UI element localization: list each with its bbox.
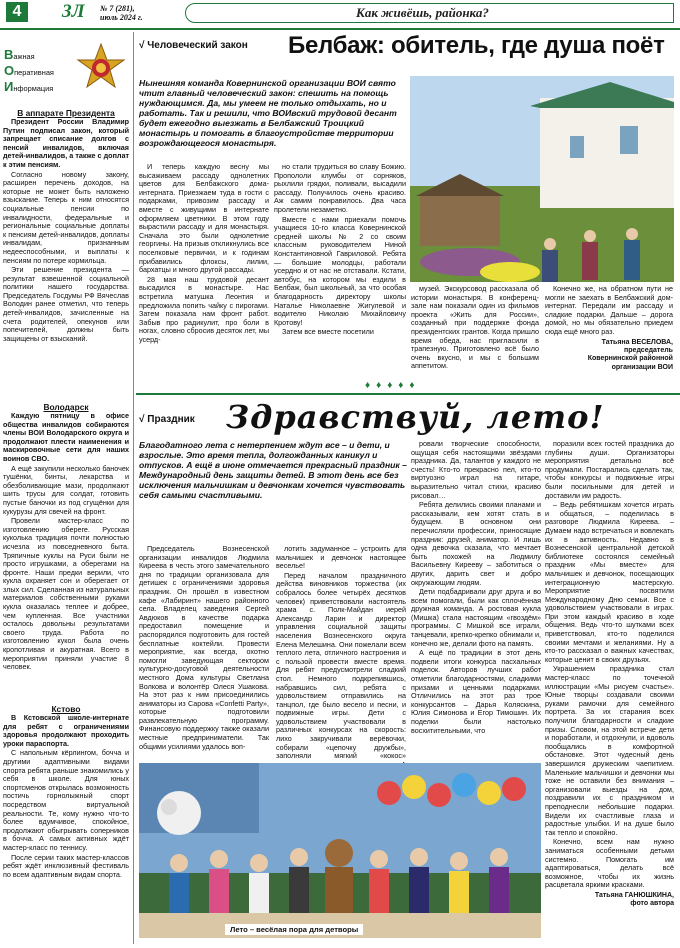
newspaper-logo: ЗЛ [62, 1, 85, 22]
section-title: В аппарате Президента [17, 108, 115, 118]
monastery-photo [410, 76, 674, 282]
children-party-photo-image [139, 763, 541, 938]
article1-headline: Белбаж: обитель, где душа поёт [288, 32, 665, 59]
article2-column-3: ровали творческие способности, ощущая себя настоящими звёздами праздника. Да, талантов у каждого не счесть! Кто-то прекрасно пел, кто-то виртуозно играл на гитаре, выразительно читал стихи, красиво рисовал… Ребята делились своими планами и рассказывали, кем хотят стать в будущем. В основном они перечисляли профессии, приносящие праздник: друзей, аниматор. И лишь одна девочка сказала, что мечтает быть похожей на Людмилу Васильевну Кирееву – заботиться о других, дарить свет и добро окружающим людям. Дети подбадривали друг друга и во всем помогали, были как сплочённая дружная команда. А ростовая кукла (Мишка) стала настоящим «гвоздём» программы. С Мишкой все играли, танцевали, крепко-крепко обнимали и, конечно же, делали фото на память. А ещё по традиции в этот день подвели итоги конкурса пасхальных поделок. Авторов лучших работ отметили благодарностями, сладкими призами и ценными подарками. Отличились на этот раз трое конкурсантов – Дарья Коляскина, Юлия Симонова и Егор Тимошин. Их поделки были настолько восхитительными, что [411, 439, 541, 735]
page-number: 4 [6, 2, 28, 22]
section-paragraph: Провели мастер-класс по изготовлению обереге. Русская куколька традиция почти полностью исчезла из повседневного быта. Тряпичные куклы на Руси были не просто игрушками, а оберегами на фронте. Наши предки верили, что кукла охраняет сон и оберегает от злых сил. Сделанная из натуральных материалов собственными руками кукла оказалась теплее и добрее, чем купленная. Все участники осталось довольны результатами своего труда. Работа по изготовлению кукол была очень кропотливая и акуратная. Всего в мероприятии приняли участие 8 человек. [3, 516, 129, 672]
voi-line: Информация [4, 79, 54, 94]
article1-rubric: √ Человеческий закон [139, 40, 248, 51]
children-party-photo [139, 763, 541, 938]
header-rule [0, 28, 680, 30]
section-title: Володарск [43, 402, 89, 412]
article1-column-2: но стали трудиться во славу Божию. Пропололи клумбы от сорняков, рыхлили грядки, поливали, высадили рассаду. Получилось очень красиво. Аж самим понравилось. Два часа пролетели незаметно. Вместе с нами приехали помочь учащиеся 10-го класса Ковернинской средней школы № 2 со своим классным руководителем Ниной Константиновной Гавриловой. Ребята — большие молодцы, работали усердно и от нас не отставали. Кстати, автобус, на котором мы ездили в Белбаж, был школьный, за что особая благодарность директору школы Наталье Николаевне Жигулевой и водителю Николаю Михайловичу Кротову! Затем все вместе посетили [274, 162, 406, 337]
article-separator [136, 393, 680, 395]
article1-signature: Татьяна ВЕСЕЛОВА, председатель Ковернинской районной организации ВОИ [587, 338, 673, 371]
sidebar-section-volodarsk [3, 402, 129, 673]
sidebar-section-president [3, 108, 129, 344]
section-lead: В Кстовской школе-интернате для ребят с ограничениями здоровья продолжают проходить уроки параспорта. [3, 713, 129, 748]
voi-emblem-icon [74, 42, 128, 96]
section-paragraph: После серии таких мастер-классов ребят ждёт инклюзивный фестиваль по всем адаптивным видам спорта. [3, 852, 129, 879]
article1-column-1: И теперь каждую весну мы высаживаем рассаду однолетних цветов для Белбажского дома-интерната. Приезжаем туда в гости с подарками, привозим рассаду и вместе с живущими в интернате оформляем цветники. В этом году вырастили рассаду и для монастыря. Сначала это были однолетние георгины. На призыв откликнулись все поселковые первички, и к годинам прибавились флоксы, лилии, бархатцы и много другой рассады. 28 мая наш трудовой десант высадился в монастыре. Нас встретила матушка Леонтия и предложила попить чайку с пирогами. Затем показала нам фронт работ. Забыв про радикулит, про боли в ногах, словно сбросив десяток лет, мы усерд- [139, 162, 269, 344]
section-paragraph: Согласно новому закону, расширен перечень доходов, на которые не может быть наложено взыскание. Теперь к ним относятся социальные пенсии по инвалидности, федеральные и региональные социальные доплаты к пенсиям детей-инвалидов, доплаты инвалидам, признанным недееспособными, и выплаты к пенсиям по потере кормильца. [3, 169, 129, 265]
section-divider-diamonds: ♦♦♦♦♦ [365, 380, 421, 391]
article1-lead: Нынешняя команда Ковернинской организации ВОИ свято чтит главный человеческий закон: спешить на помощь нуждающимся. Да, мы умеем не только отдыхать, но и работать. Так и решили, что ВОИвский трудовой десант будет ежегодно выезжать в Белбажский Троицкий монастырь и помогать в благоустройстве территории возрождающегося монастыря. [139, 78, 397, 148]
photo-caption: Лето – весёлая пора для детворы [225, 924, 363, 935]
article1-column-4: Конечно же, на обратном пути не могли не заехать в Белбажский дом-интернат. Передали им рассаду и сладкие подарки. Дальше – дорога домой, но мы обязательно приедем сюда ещё много раз. Татьяна ВЕСЕЛОВА, председатель Ковернинской районной организации ВОИ [545, 284, 673, 371]
section-paragraph: С напольным кёрлингом, бочча и другими адаптивными видами спорта ребята раньше знакомились у себя в школе. Для юных спортсменов открылась возможность постичь горнолыжный спорт посредством виртуальной реальности. Те, кому нужно что-то более вдумчивое, спокойное, продолжают обыгрывать соперников в бочча. А самых активных ждёт мастер-класс по теннису. [3, 748, 129, 852]
section-lead: Президент России Владимир Путин подписал закон, который запрещает списание долгов с пенсий инвалидов, включая детей-инвалидов, а также с доплат к этим пенсиям. [3, 117, 129, 169]
section-paragraph: А ещё закупили несколько баночек тушёнки, бинты, лекарства и обезболивающие мази, продолжают шить трусы для солдат, готовить пустые баночки из под сгущёнки для кукурузы для свечей на фронт. [3, 463, 129, 516]
voi-line: Важная [4, 47, 35, 62]
monastery-photo-image [410, 76, 674, 282]
article1-column-3: музей. Экскурсовод рассказала об истории монастыря. В конференц-зале нам показали один из фильмов проекта «Жить для России», созданный при поддержке фонда президентских грантов. Когда пришло время обеда, нас пригласили в трапезную. Приготовлено всё было очень вкусно, и мы с большим аппетитом. [411, 284, 539, 371]
article2-column-4: поразили всех гостей праздника до глубины души. Организаторы мероприятия детально всё продумали. Постарались сделать так, чтобы конкурсы и подвижные игры были посильными для детей и доставили им радость. – Ведь ребятишкам хочется играть и общаться, – поделилась в разговоре Людмила Киреева. – Думаем надо встречаться и вовлекать их в активность. Недавно в Вознесенской центральной детской библиотеке состоялся семейный праздник «Мы вместе» для мальчишек и девчонок, посещающих интеграционную мастерскую. Мероприятие посвятили Международному Дню семьи. Все с удовольствием участвовали в играх. При этом каждый красиво в ходе общения. Ведь что-то шутками всех приветствовал, кто-то поделился своими мечтами и желаниями. Ну а кто-то рассказал о важных качествах, которые ценит в своих друзьях. Украшением праздника стал мастер-класс по точечной иллюстрации «Мы рисуем счастье». Юные творцы создавали своими руками рамочки для семейного портрета. За их старания всех получили благодарности и сладкие призы. Словом, на этой встрече дети и поработали, и отдохнули, и вдоволь пообщались в комфортной обстановке. Этот чудесный день завершился дружеским чаепитием. Маленькие мальчишки и девчонки мы тоже не оставили без внимания – организовали выезды на дом, поздравили их с праздником и преподнесли небольшие подарки. Видели их счастливые глаза и радостные улыбки. И на душе было так тепло и спокойно. Конечно, всем нам нужно заниматься особенными детьми системно. Помогать им адаптироваться, делать всё возможное, чтобы их жизнь расцветала яркими красками. Татьяна ГАНЮШКИНА, фото автора [545, 439, 674, 908]
article2-signature: Татьяна ГАНЮШКИНА, фото автора [594, 891, 674, 908]
page-rubric: Как живёшь, районка? [356, 5, 489, 20]
section-lead: Каждую пятницу в офисе общества инвалидов собираются члены ВОИ Володарского округа и продолжают плести наименения и маскировочные сети для наших воинов СВО. [3, 411, 129, 463]
section-paragraph: Эти решение президента — результат взвешенной социальной политики нашего государства. Председатель Госдумы РФ Вячеслав Володин ранее отметил, что теперь детей-инвалидов, зачисленные на счета родителей, опекунов или попечителей, должны быть защищены от взысканий. [3, 265, 129, 343]
article2-column-1: Председатель Вознесенской организации инвалидов Людмила Киреева в честь этого замечательного дня по традиции организовала для детишек с ограничениями здоровья праздник. Он прошёл в известном кафе «Лабиринт» нашего районного села. Владелец заведения Сергей Авдюков в качестве подарка предоставил помещение и распорядился подготовить для гостей бесплатные коктейли. Провести мероприятие, как всегда, охотно помогли заведующая сектором культурно-досуговой деятельности местного Дома культуры Светлана Волкова и волонтёр Олеся Ушакова. На этот раз к ним присоединились аниматоры из Сарова «Confetti Party», которые подготовили развлекательную программу. Финансовую поддержку также оказали местные предприниматели. Так общими усилиями удалось воп- [139, 544, 269, 751]
issue-number: № 7 (281), [100, 4, 135, 13]
sidebar-section-kstovo [3, 704, 129, 880]
section-title: Кстово [51, 704, 81, 714]
issue-info [100, 4, 143, 22]
issue-date: июль 2024 г. [100, 13, 143, 22]
article2-lead: Благодатного лета с нетерпением ждут все – и дети, и взрослые. Это время тепла, долгожданных каникул и отпусков. А ещё в июне отмечается прекрасный праздник – Международный день защиты детей. В этот день все без исключения мальчишкам и девчонкам хочется чувствовать себя самыми счастливыми. [139, 440, 407, 500]
article2-rubric: √ Праздник [139, 414, 195, 425]
voi-info-title [4, 48, 54, 96]
article2-headline: Здравствуй, лето! [226, 398, 605, 436]
sidebar-divider [133, 32, 134, 944]
article2-column-2: лотить задуманное – устроить для мальчишек и девчонок настоящее веселье! Перед началом праздничного действа виновников торжества (их собралось более четырёх десятков человек) приветствовали настоятель храма с. Полк-Майдан иерей Александр Ларин и директор управления социальной защиты населения Вознесенского округа Елена Мелешина. Они пожелали всем теплого лета, отличного настроения и с пользой провести вместе время. Для ребят предусмотрели сладкий стол. Немного подкрепившись, набравшись сил, ребята с удовольствием отправились на танцпол, где было весело и песни, и подвижные игры. Дети с удовольствием участвовали в различных конкурсах на скорость: лихо закручивали верёвочки, собирали «цепочку дружбы», заполняли мягкий «кокос» [276, 544, 406, 761]
sidebar [0, 34, 132, 948]
voi-line: Оперативная [4, 63, 54, 78]
